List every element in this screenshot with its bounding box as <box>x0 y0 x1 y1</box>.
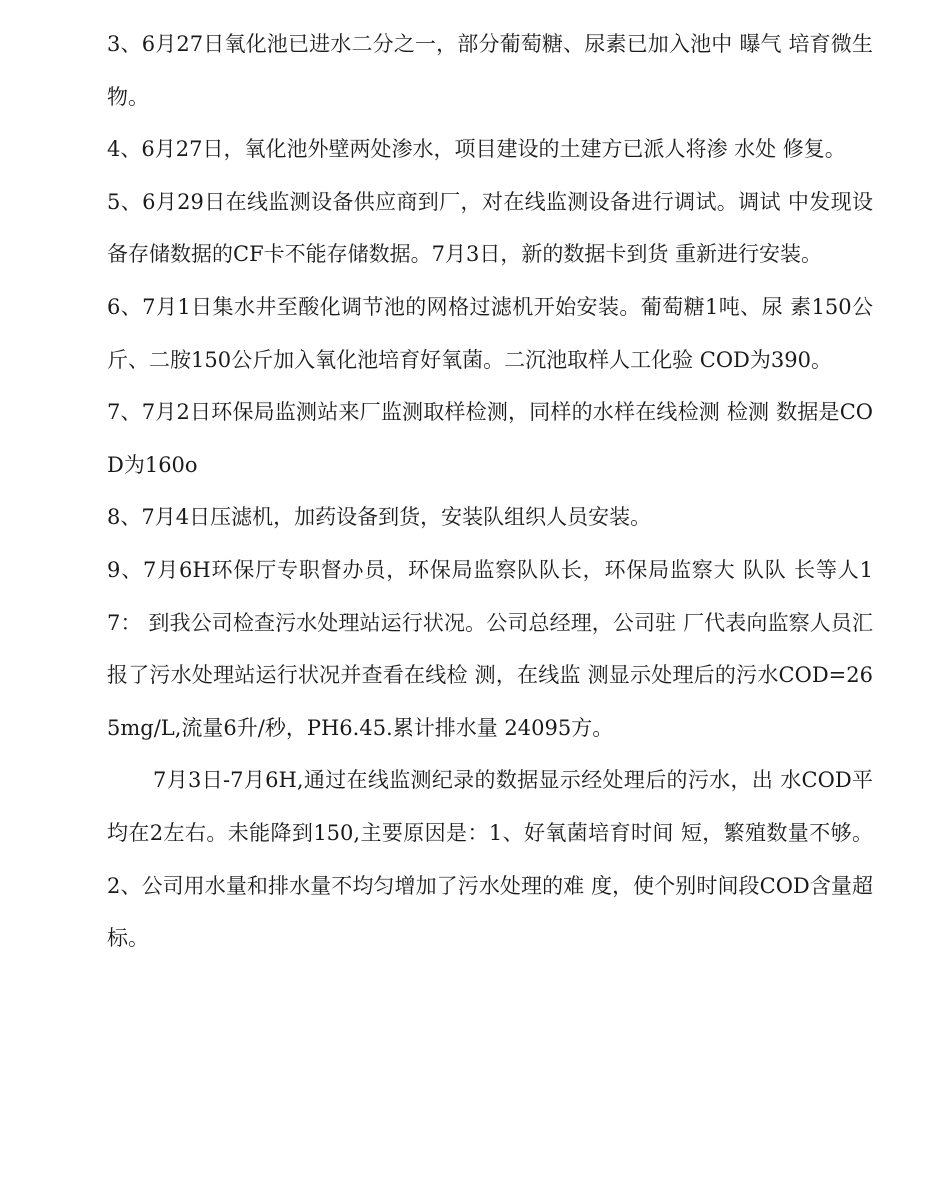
summary-paragraph: 7月3日-7月6H,通过在线监测纪录的数据显示经处理后的污水，出 水COD平均在2左右。未能降到150,主要原因是：1、好氧菌培育时间 短，繁殖数量不够。2、公司用水量和排水量不均匀增加了污水处理的难 度，使个别时间段COD含量超标。 <box>107 768 873 951</box>
paragraph-item-9: 9、7月6H环保厅专职督办员，环保局监察队队长，环保局监察大 队队 长等人17： 到我公司检查污水处理站运行状况。公司总经理，公司驻 厂代表向监察人员汇报了污水处理站运行状况并查看在线检 测，在线监 测显示处理后的污水COD=265mg/L,流量6升/秒，PH6.45.累计排水量 24095方。 <box>107 557 873 740</box>
paragraph-item-6: 6、7月1日集水井至酸化调节池的网格过滤机开始安装。葡萄糖1吨、尿 素150公斤、二胺150公斤加入氧化池培育好氧菌。二沉池取样人工化验 COD为390。 <box>107 294 873 372</box>
paragraph-item-4: 4、6月27日，氧化池外壁两处渗水，项目建设的土建方已派人将渗 水处 修复。 <box>107 137 846 162</box>
paragraph-item-3: 3、6月27日氧化池已进水二分之一，部分葡萄糖、尿素已加入池中 曝气 培育微生物。 <box>107 32 873 109</box>
paragraph-item-5: 5、6月29日在线监测设备供应商到厂，对在线监测设备进行调试。调试 中发现设备存储数据的CF卡不能存储数据。7月3日，新的数据卡到货 重新进行安装。 <box>107 189 873 267</box>
paragraph-item-8: 8、7月4日压滤机，加药设备到货，安装队组织人员安装。 <box>107 505 652 530</box>
paragraph-item-7: 7、7月2日环保局监测站来厂监测取样检测，同样的水样在线检测 检测 数据是COD为160o <box>107 400 873 477</box>
document-page <box>107 18 873 965</box>
